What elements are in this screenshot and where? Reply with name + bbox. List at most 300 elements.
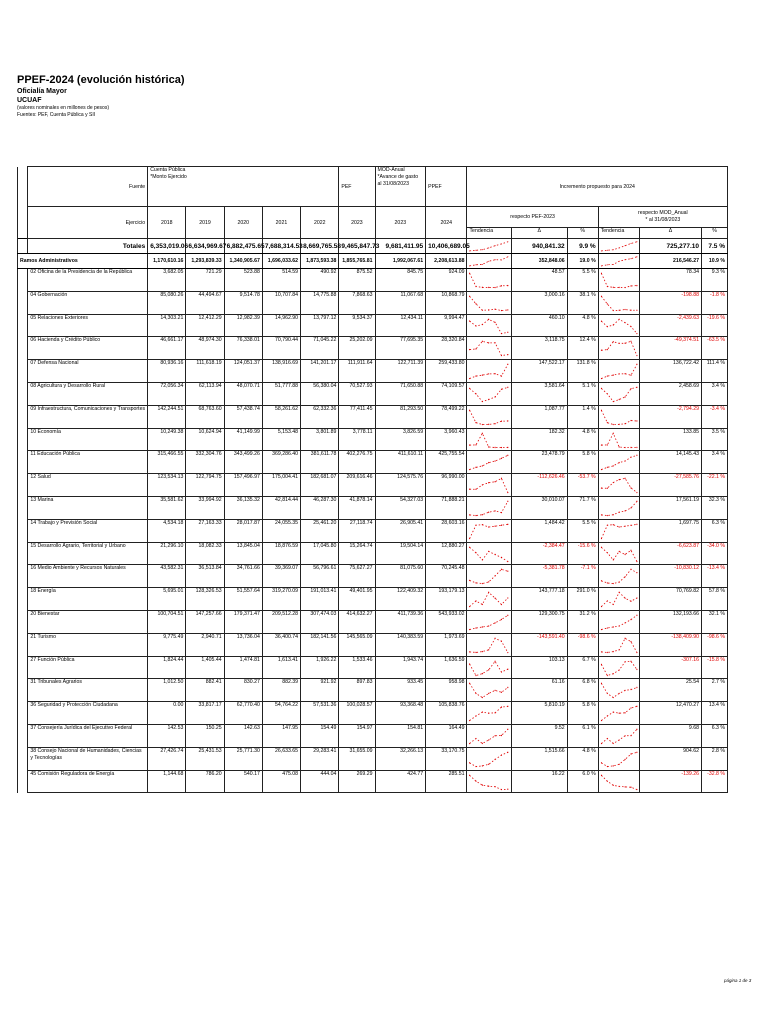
trend-point — [601, 250, 602, 251]
value-cell: 105,838.76 — [426, 702, 467, 725]
trend-point — [495, 259, 496, 260]
delta-mod: 14,145.43 — [640, 451, 702, 474]
trend-point — [606, 738, 607, 739]
trend-pef — [467, 239, 511, 254]
trend-pef-svg — [467, 315, 510, 337]
value-cell: 14,775.88 — [301, 291, 339, 314]
delta-mod: 78.34 — [640, 269, 702, 292]
trend-point — [606, 693, 607, 694]
value-cell: 1,926.22 — [301, 656, 339, 679]
pct-pef: -98.6 % — [567, 633, 598, 656]
trend-pef — [467, 565, 511, 588]
trend-point — [630, 569, 631, 570]
pct-pef: 4.8 % — [567, 747, 598, 770]
value-cell: 74,109.57 — [426, 382, 467, 405]
trend-point — [618, 550, 619, 551]
value-cell: 9,534.37 — [339, 314, 375, 337]
trend-mod-svg — [599, 634, 639, 656]
trend-pef-svg — [467, 474, 510, 496]
value-cell: 490.92 — [301, 269, 339, 292]
value-cell: 56,380.04 — [301, 382, 339, 405]
trend-point — [612, 784, 613, 785]
value-cell: 28,017.87 — [224, 519, 262, 542]
value-cell: 3,826.59 — [375, 428, 426, 451]
trend-point — [601, 514, 602, 515]
trend-line — [470, 684, 508, 698]
trend-point — [495, 245, 496, 246]
value-cell: 2,208,613.88 — [426, 254, 467, 269]
trend-point — [482, 375, 483, 376]
trend-point — [601, 265, 602, 266]
trend-point — [630, 420, 631, 421]
value-cell: 411,739.36 — [375, 610, 426, 633]
table-row — [18, 337, 728, 360]
value-cell: 1,613.41 — [262, 656, 300, 679]
trend-point — [612, 712, 613, 713]
table-row — [18, 724, 728, 747]
value-cell: 1,012.50 — [148, 679, 186, 702]
resp-mod-header — [598, 207, 727, 228]
trend-point — [636, 455, 637, 456]
trend-pef-svg — [467, 451, 510, 473]
trend-mod — [598, 702, 639, 725]
trend-point — [618, 423, 619, 424]
trend-point — [482, 401, 483, 402]
value-cell: 6,882,475.65 — [224, 239, 262, 254]
indent-cell — [18, 747, 28, 770]
indent-cell — [18, 724, 28, 747]
delta-pef: 129,300.75 — [511, 610, 567, 633]
trend-pef-svg — [467, 239, 510, 253]
value-cell: 721.29 — [186, 269, 224, 292]
value-cell: 425,755.54 — [426, 451, 467, 474]
trend-pef-svg — [467, 634, 510, 656]
trend-point — [636, 492, 637, 493]
trend-point — [630, 285, 631, 286]
trend-mod — [598, 291, 639, 314]
table-row — [18, 496, 728, 519]
trend-point — [630, 309, 631, 310]
trend-point — [476, 627, 477, 628]
delta-pef: -2,384.47 — [511, 542, 567, 565]
value-cell: 12,412.29 — [186, 314, 224, 337]
value-cell: 34,761.66 — [224, 565, 262, 588]
trend-pef-svg — [467, 383, 510, 405]
trend-point — [501, 707, 502, 708]
value-cell: 122,711.39 — [375, 360, 426, 383]
value-cell: 142.53 — [148, 724, 186, 747]
trend-point — [606, 250, 607, 251]
trend-point — [476, 376, 477, 377]
trend-point — [612, 432, 613, 433]
value-cell: 882.39 — [262, 679, 300, 702]
delta-mod: -2,794.29 — [640, 405, 702, 428]
trend-mod — [598, 542, 639, 565]
value-cell: 924.09 — [426, 269, 467, 292]
delta-pef: 1,484.42 — [511, 519, 567, 542]
trend-point — [489, 511, 490, 512]
value-cell: 13,845.04 — [224, 542, 262, 565]
trend-point — [495, 759, 496, 760]
value-cell: 70,245.48 — [426, 565, 467, 588]
trend-line — [470, 319, 508, 333]
indent-cell — [18, 565, 28, 588]
trend-point — [470, 409, 471, 410]
value-cell: 10,624.94 — [186, 428, 224, 451]
indent-cell — [18, 542, 28, 565]
value-cell: 81,293.50 — [375, 405, 426, 428]
trend-point — [618, 479, 619, 480]
trend-pef — [467, 519, 511, 542]
trend-pef — [467, 451, 511, 474]
pct-mod: -19.6 % — [702, 314, 728, 337]
pct-header-2: % — [702, 228, 728, 239]
trend-point — [618, 373, 619, 374]
year-2023-mod: 2023 — [375, 207, 426, 239]
trend-point — [630, 243, 631, 244]
trend-point — [495, 373, 496, 374]
value-cell: 80,936.16 — [148, 360, 186, 383]
trend-pef — [467, 542, 511, 565]
trend-pef — [467, 747, 511, 770]
value-cell: 122,409.32 — [375, 588, 426, 611]
cuenta-publica-text: Cuenta Pública — [150, 167, 186, 173]
value-cell: 26,633.65 — [262, 747, 300, 770]
delta-mod: 2,458.69 — [640, 382, 702, 405]
trend-point — [501, 355, 502, 356]
trend-point — [476, 715, 477, 716]
value-cell: 1,992,067.61 — [375, 254, 426, 269]
trend-point — [508, 706, 509, 707]
value-cell: 33,170.75 — [426, 747, 467, 770]
value-cell: 157,496.97 — [224, 474, 262, 497]
value-cell: 1,696,033.62 — [262, 254, 300, 269]
value-cell: 24,055.35 — [262, 519, 300, 542]
trend-point — [489, 373, 490, 374]
value-cell: 933.45 — [375, 679, 426, 702]
trend-point — [501, 754, 502, 755]
trend-point — [495, 637, 496, 638]
pct-mod: -98.6 % — [702, 633, 728, 656]
indent-cell — [18, 360, 28, 383]
value-cell: 71,045.22 — [301, 337, 339, 360]
trend-point — [618, 739, 619, 740]
value-cell: 1,293,839.33 — [186, 254, 224, 269]
delta-mod: -138,409.90 — [640, 633, 702, 656]
value-cell: 141,201.17 — [301, 360, 339, 383]
trend-pef — [467, 656, 511, 679]
trend-point — [470, 743, 471, 744]
table-row — [18, 633, 728, 656]
trend-point — [630, 325, 631, 326]
trend-pef — [467, 291, 511, 314]
value-cell: 28,320.84 — [426, 337, 467, 360]
delta-pef: 940,841.32 — [511, 239, 567, 254]
trend-pef — [467, 610, 511, 633]
trend-point — [482, 583, 483, 584]
trend-pef-svg — [467, 611, 510, 633]
trend-point — [508, 387, 509, 388]
trend-point — [482, 309, 483, 310]
table-row — [18, 679, 728, 702]
value-cell: 193,179.13 — [426, 588, 467, 611]
trend-point — [495, 481, 496, 482]
row-name: 07 Defensa Nacional — [28, 360, 148, 383]
trend-point — [476, 422, 477, 423]
value-cell: 10,406,689.05 — [426, 239, 467, 254]
trend-point — [618, 511, 619, 512]
trend-line — [601, 479, 636, 493]
value-cell: 845.75 — [375, 269, 426, 292]
trend-point — [489, 763, 490, 764]
value-cell: 140,383.59 — [375, 633, 426, 656]
trend-point — [612, 375, 613, 376]
delta-pef: 5,810.19 — [511, 702, 567, 725]
value-cell: 830.27 — [224, 679, 262, 702]
row-name: 36 Seguridad y Protección Ciudadana — [28, 702, 148, 725]
pct-pef: 131.8 % — [567, 360, 598, 383]
trend-line — [601, 242, 636, 251]
trend-mod — [598, 656, 639, 679]
trend-point — [612, 424, 613, 425]
value-cell: 175,004.41 — [262, 474, 300, 497]
value-cell: 11,067.68 — [375, 291, 426, 314]
value-cell: 13,736.04 — [224, 633, 262, 656]
value-cell: 25,461.20 — [301, 519, 339, 542]
row-name: 08 Agricultura y Desarrollo Rural — [28, 382, 148, 405]
trend-point — [489, 713, 490, 714]
value-cell: 5,695.01 — [148, 588, 186, 611]
trend-point — [482, 323, 483, 324]
row-name: 13 Marina — [28, 496, 148, 519]
trend-point — [476, 444, 477, 445]
trend-point — [636, 598, 637, 599]
delta-header-1: Δ — [511, 228, 567, 239]
trend-point — [495, 396, 496, 397]
value-cell: 70,527.93 — [339, 382, 375, 405]
org-name: Oficialía Mayor — [17, 87, 67, 95]
row-name: 45 Comisión Reguladora de Energía — [28, 770, 148, 793]
trend-point — [601, 388, 602, 389]
trend-point — [630, 258, 631, 259]
value-cell: 411,610.11 — [375, 451, 426, 474]
indent-cell — [18, 382, 28, 405]
value-cell: 164.49 — [426, 724, 467, 747]
trend-point — [501, 604, 502, 605]
pct-mod: 9.3 % — [702, 269, 728, 292]
trend-point — [636, 501, 637, 502]
table-row — [18, 360, 728, 383]
indent-cell — [18, 474, 28, 497]
trend-point — [476, 600, 477, 601]
trend-point — [624, 759, 625, 760]
value-cell: 191,013.41 — [301, 588, 339, 611]
delta-pef: 1,515.66 — [511, 747, 567, 770]
trend-point — [489, 247, 490, 248]
delta-pef: 1,087.77 — [511, 405, 567, 428]
trend-point — [470, 580, 471, 581]
trend-point — [618, 693, 619, 694]
trend-mod-svg — [599, 429, 639, 451]
trend-point — [624, 735, 625, 736]
trend-point — [489, 526, 490, 527]
value-cell: 543,933.02 — [426, 610, 467, 633]
value-cell: 3,778.11 — [339, 428, 375, 451]
trend-point — [612, 765, 613, 766]
trend-point — [624, 396, 625, 397]
trend-point — [618, 785, 619, 786]
pct-pef: 1.4 % — [567, 405, 598, 428]
value-cell: 9,514.78 — [224, 291, 262, 314]
value-cell: 142.63 — [224, 724, 262, 747]
pct-mod: -63.5 % — [702, 337, 728, 360]
cuenta-publica-header — [148, 167, 339, 207]
trend-point — [489, 309, 490, 310]
trend-point — [630, 524, 631, 525]
trend-mod-svg — [599, 771, 639, 793]
trend-point — [630, 507, 631, 508]
trend-point — [476, 651, 477, 652]
pct-mod: 6.3 % — [702, 519, 728, 542]
table-row — [18, 565, 728, 588]
trend-point — [601, 273, 602, 274]
trend-point — [501, 512, 502, 513]
value-cell: 35,581.62 — [148, 496, 186, 519]
trend-point — [476, 393, 477, 394]
value-cell: 523.88 — [224, 269, 262, 292]
trend-mod — [598, 588, 639, 611]
trend-line — [601, 433, 636, 447]
value-cell: 62,113.94 — [186, 382, 224, 405]
value-cell: 25,202.09 — [339, 337, 375, 360]
trend-point — [482, 559, 483, 560]
trend-point — [495, 786, 496, 787]
row-name: 14 Trabajo y Previsión Social — [28, 519, 148, 542]
trend-pef-svg — [467, 565, 510, 587]
table-row — [18, 770, 728, 793]
trend-point — [501, 788, 502, 789]
value-cell: 2,940.71 — [186, 633, 224, 656]
trend-point — [612, 583, 613, 584]
trend-pef — [467, 633, 511, 656]
pct-mod: -34.0 % — [702, 542, 728, 565]
trend-point — [606, 422, 607, 423]
trend-pef — [467, 337, 511, 360]
value-cell: 85,080.26 — [148, 291, 186, 314]
trend-point — [501, 524, 502, 525]
value-cell: 43,582.31 — [148, 565, 186, 588]
trend-point — [476, 325, 477, 326]
delta-pef: 103.13 — [511, 656, 567, 679]
trend-mod — [598, 610, 639, 633]
value-cell: 475.08 — [262, 770, 300, 793]
trend-point — [630, 549, 631, 550]
pct-mod: -13.4 % — [702, 565, 728, 588]
trend-line — [470, 296, 508, 310]
value-cell: 51,557.64 — [224, 588, 262, 611]
trend-point — [601, 762, 602, 763]
delta-mod: 70,769.82 — [640, 588, 702, 611]
trend-mod-svg — [599, 383, 639, 405]
value-cell: 58,261.62 — [262, 405, 300, 428]
trend-point — [630, 735, 631, 736]
trend-point — [630, 786, 631, 787]
trend-line — [601, 729, 636, 743]
trend-pef — [467, 496, 511, 519]
pct-pef: -7.1 % — [567, 565, 598, 588]
trend-point — [470, 546, 471, 547]
resp-mod-fecha-text: * al 31/08/2023 — [645, 217, 681, 223]
trend-point — [606, 766, 607, 767]
indent-cell — [18, 314, 28, 337]
row-name: 15 Desarrollo Agrario, Territorial y Urbano — [28, 542, 148, 565]
trend-point — [482, 341, 483, 342]
value-cell: 54,327.03 — [375, 496, 426, 519]
value-cell: 21,296.10 — [148, 542, 186, 565]
value-cell: 154.97 — [339, 724, 375, 747]
trend-point — [489, 261, 490, 262]
value-cell: 8,669,765.58 — [301, 239, 339, 254]
trend-mod-svg — [599, 451, 639, 473]
trend-line — [470, 615, 508, 629]
trend-point — [606, 627, 607, 628]
resp-mod-text: respecto MOD_Anual — [638, 209, 688, 216]
trend-point — [508, 652, 509, 653]
trend-point — [636, 668, 637, 669]
trend-point — [482, 672, 483, 673]
value-cell: 1,943.74 — [375, 656, 426, 679]
value-cell: 19,504.14 — [375, 542, 426, 565]
value-cell: 77,411.45 — [339, 405, 375, 428]
delta-pef: 143,777.18 — [511, 588, 567, 611]
trend-mod-svg — [599, 269, 639, 291]
trend-point — [489, 649, 490, 650]
trend-point — [489, 462, 490, 463]
pct-mod: 3.4 % — [702, 382, 728, 405]
delta-mod: 725,277.10 — [640, 239, 702, 254]
trend-point — [508, 492, 509, 493]
delta-mod: -139.26 — [640, 770, 702, 793]
value-cell: 3,960.43 — [426, 428, 467, 451]
trend-point — [508, 523, 509, 524]
trend-line — [601, 319, 636, 333]
trend-point — [606, 264, 607, 265]
avance-fecha-text: al 31/08/2023 — [377, 181, 409, 188]
trend-point — [630, 375, 631, 376]
row-name: 09 Infraestructura, Comunicaciones y Transportes — [28, 405, 148, 428]
trend-point — [612, 604, 613, 605]
trend-point — [501, 259, 502, 260]
value-cell: 71,650.88 — [375, 382, 426, 405]
trend-mod-svg — [599, 292, 639, 314]
trend-point — [501, 243, 502, 244]
trend-point — [495, 510, 496, 511]
trend-mod — [598, 337, 639, 360]
trend-point — [508, 285, 509, 286]
table-row — [18, 291, 728, 314]
trend-pef-svg — [467, 269, 510, 291]
trend-point — [470, 250, 471, 251]
value-cell: 332,304.76 — [186, 451, 224, 474]
trend-point — [482, 424, 483, 425]
trend-mod — [598, 724, 639, 747]
trend-point — [476, 250, 477, 251]
trend-point — [476, 489, 477, 490]
delta-pef: -143,591.40 — [511, 633, 567, 656]
trend-point — [618, 399, 619, 400]
trend-point — [470, 320, 471, 321]
trend-mod — [598, 451, 639, 474]
